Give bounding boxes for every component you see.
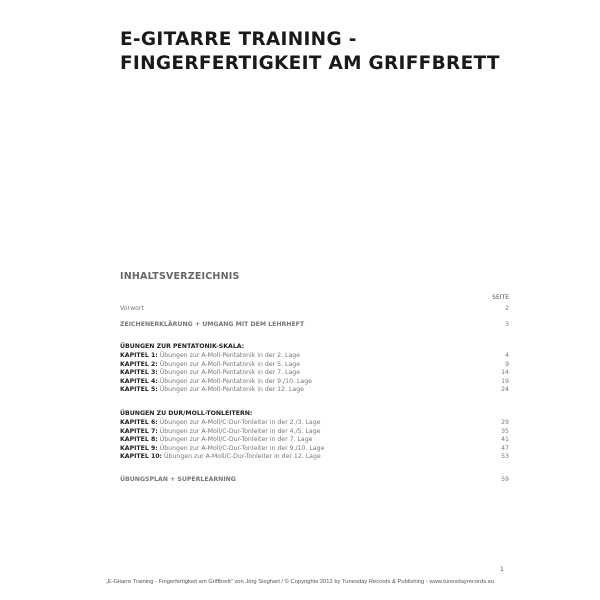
- toc-heading: INHALTSVERZEICHNIS: [120, 271, 240, 282]
- chapter-number: KAPITEL 7:: [120, 427, 158, 435]
- section-heading-dur-moll: ÜBUNGEN ZU DUR/MOLL-TONLEITERN:: [120, 410, 253, 417]
- chapter-title: Übungen zur A-Moll/C-Dur-Tonleiter in der 4./5. Lage: [157, 427, 321, 435]
- toc-entry-label: ÜBUNGSPLAN + SUPERLEARNING: [120, 476, 236, 483]
- chapter-number: KAPITEL 9:: [120, 444, 158, 452]
- footer-copyright: „E-Gitarre Training - Fingerfertigkeit am Griffbrett" von Jörg Sieghart / © Copyrights 2012 by Tunesday Records & Publishing - www.tunesdayrecords.eu: [105, 579, 495, 585]
- toc-entry-page: 59: [501, 476, 509, 483]
- chapter-title: Übungen zur A-Moll/C-Dur-Tonleiter in der 2./3. Lage: [157, 419, 321, 426]
- chapter-title: Übungen zur A-Moll-Pentatonik in der 2. Lage: [157, 352, 300, 359]
- toc-entry-label: ZEICHENERKLÄRUNG + UMGANG MIT DEM LEHRHEFT: [120, 321, 305, 328]
- title-line-1: E-GITARRE TRAINING -: [120, 29, 357, 50]
- chapter-title: Übungen zur A-Moll/C-Dur-Tonleiter in der 9./10. Lage: [157, 444, 325, 452]
- chapter-number: KAPITEL 8:: [120, 436, 158, 443]
- toc-entry-page: 14: [501, 369, 509, 376]
- chapter-title: Übungen zur A-Moll-Pentatonik in der 5. Lage: [157, 360, 300, 368]
- chapter-title: Übungen zur A-Moll/C-Dur-Tonleiter in der 12. Lage: [162, 453, 321, 460]
- toc-entry-vorwort: [120, 304, 509, 313]
- toc-entry-page: 2: [505, 305, 509, 312]
- toc-entry-page: 47: [501, 444, 509, 452]
- chapter-number: KAPITEL 5:: [120, 386, 158, 393]
- toc-entry-label: Vorwort: [120, 305, 144, 312]
- chapter-number: KAPITEL 4:: [120, 377, 158, 385]
- toc-entry-page: 35: [501, 427, 509, 435]
- toc-entry-page: 29: [501, 419, 509, 426]
- page-number: 1: [500, 566, 504, 573]
- chapter-title: Übungen zur A-Moll/C-Dur-Tonleiter in der 7. Lage: [157, 436, 313, 443]
- toc-entry-page: 24: [501, 386, 509, 393]
- toc-entry-page: 3: [505, 321, 509, 328]
- toc-entry-kapitel: [120, 452, 509, 461]
- title-line-2: FINGERFERTIGKEIT AM GRIFFBRETT: [120, 53, 500, 74]
- chapter-number: KAPITEL 3:: [120, 369, 158, 376]
- toc-entry-page: 9: [505, 360, 509, 368]
- chapter-title: Übungen zur A-Moll-Pentatonik in der 12. Lage: [157, 386, 304, 393]
- toc-entry-page: 53: [501, 453, 509, 460]
- toc-entry-zeichen: [120, 320, 509, 329]
- chapter-number: KAPITEL 10:: [120, 453, 163, 460]
- toc-entry-page: 19: [501, 377, 509, 385]
- chapter-title: Übungen zur A-Moll-Pentatonik in der 7. Lage: [157, 369, 300, 376]
- toc-entry-uebungsplan: [120, 475, 509, 484]
- document-title: [120, 28, 500, 76]
- chapter-number: KAPITEL 1:: [120, 352, 158, 359]
- seite-label: SEITE: [492, 294, 509, 301]
- section-heading-pentatonik: ÜBUNGEN ZUR PENTATONIK-SKALA:: [120, 343, 245, 350]
- chapter-number: KAPITEL 6:: [120, 419, 158, 426]
- toc-entry-label: [120, 385, 304, 394]
- chapter-number: KAPITEL 2:: [120, 360, 158, 368]
- toc-entry-page: 4: [505, 352, 509, 359]
- chapter-title: Übungen zur A-Moll-Pentatonik in der 9./10. Lage: [157, 377, 312, 385]
- toc-entry-label: [120, 452, 321, 461]
- toc-entry-page: 41: [501, 436, 509, 443]
- toc-entry-kapitel: [120, 385, 509, 394]
